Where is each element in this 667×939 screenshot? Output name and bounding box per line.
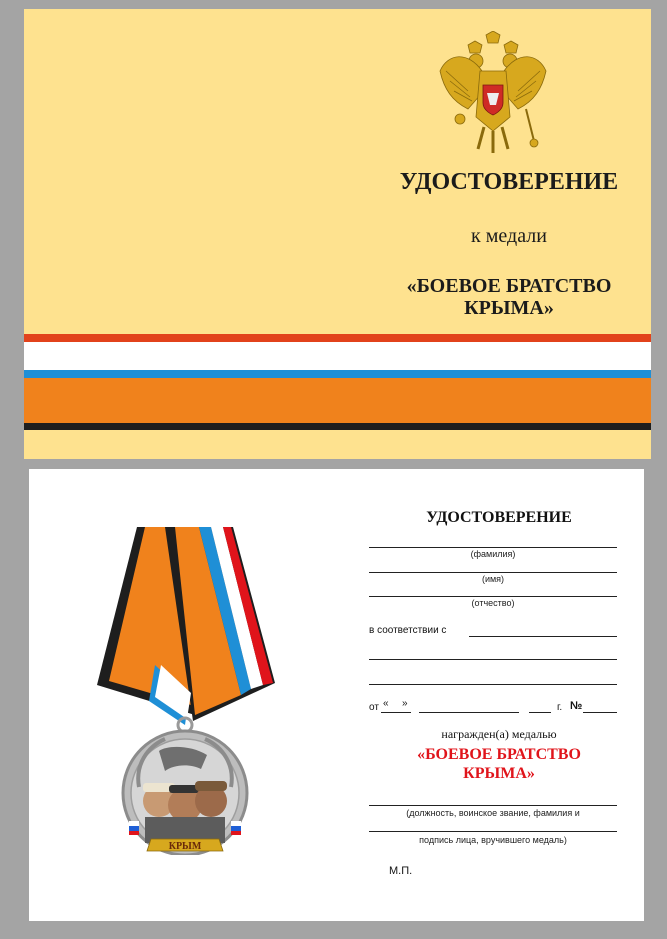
certificate-inner-page xyxy=(29,469,644,921)
coat-of-arms-icon xyxy=(438,31,548,156)
inner-medal-name-line2: КРЫМА» xyxy=(463,765,535,782)
position-line xyxy=(369,805,617,806)
cover-subtitle: к медали xyxy=(471,225,547,247)
number-line xyxy=(583,712,617,713)
year-label: г. xyxy=(557,702,563,713)
stripe-black xyxy=(24,423,651,430)
surname-caption: (фамилия) xyxy=(470,549,516,559)
cover-medal-name-line1: «БОЕВОЕ БРАТСТВО xyxy=(406,275,612,297)
awarded-label: награжден(а) медалью xyxy=(441,727,557,741)
medal-icon xyxy=(95,525,279,855)
stamp-label: М.П. xyxy=(389,865,413,877)
signature-line xyxy=(369,831,617,832)
stripe-orange xyxy=(24,378,651,423)
according-line xyxy=(469,636,617,637)
patronymic-caption: (отчество) xyxy=(471,598,515,608)
year-line xyxy=(529,712,551,713)
inner-medal-name xyxy=(369,745,629,783)
date-quote-close: » xyxy=(402,698,408,709)
cover-title: УДОСТОВЕРЕНИЕ xyxy=(399,169,619,195)
month-line xyxy=(419,712,519,713)
name-line xyxy=(369,572,617,573)
medal-banner-text: КРЫМ xyxy=(168,841,202,852)
number-label: № xyxy=(570,700,583,712)
cover-medal-name-line2: КРЫМА» xyxy=(464,297,554,319)
position-caption: (должность, воинское звание, фамилия и xyxy=(406,808,580,818)
date-quote-open: « xyxy=(383,698,389,709)
blank-line-1 xyxy=(369,659,617,660)
stripe-blue xyxy=(24,370,651,378)
certificate-cover xyxy=(24,9,651,459)
name-caption: (имя) xyxy=(481,574,505,584)
cover-medal-name xyxy=(369,275,649,319)
inner-medal-name-line1: «БОЕВОЕ БРАТСТВО xyxy=(417,746,581,763)
blank-line-2 xyxy=(369,684,617,685)
according-label: в соответствии с xyxy=(369,625,447,636)
day-line xyxy=(381,712,411,713)
patronymic-line xyxy=(369,596,617,597)
signature-caption: подпись лица, вручившего медаль) xyxy=(419,835,567,845)
inner-title: УДОСТОВЕРЕНИЕ xyxy=(426,509,572,526)
surname-line xyxy=(369,547,617,548)
stripe-red xyxy=(24,334,651,342)
stripe-white xyxy=(24,342,651,370)
from-label: от xyxy=(369,702,379,713)
